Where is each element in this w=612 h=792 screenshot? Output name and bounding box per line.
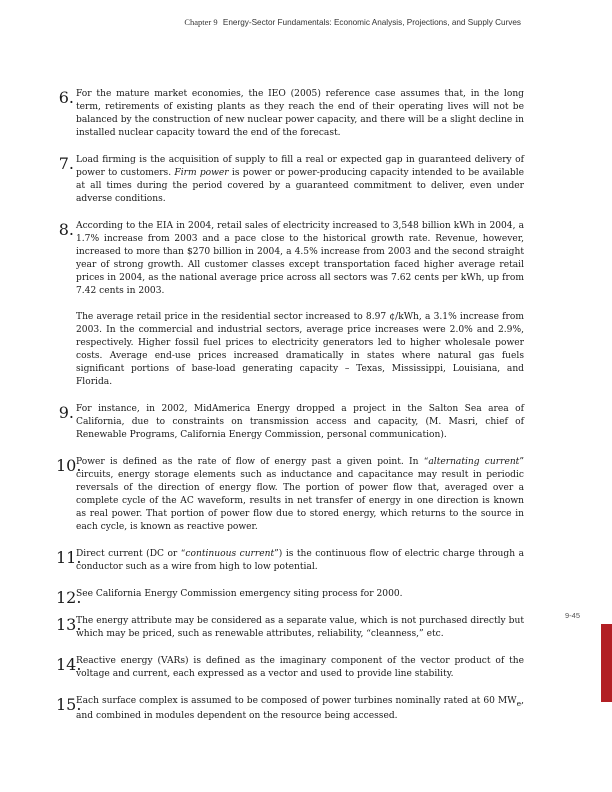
chapter-title: Energy-Sector Fundamentals: Economic Analysis, Projections, and Supply Curves bbox=[222, 18, 521, 27]
endnote-number: 10. bbox=[56, 456, 82, 475]
endnote-11 bbox=[52, 548, 524, 574]
chapter-label: Chapter 9 bbox=[184, 17, 218, 27]
endnote-number: 9. bbox=[58, 403, 74, 422]
endnote-text: The energy attribute may be considered as a separate value, which is not purchased directly but which may be priced, such as renewable attributes, reliability, “cleanness,” etc. bbox=[76, 616, 524, 639]
text-run: ” circuits, energy storage elements such as inductance and capacitance may result in periodic reversals of the direction of energy flow. The portion of power flow that, averaged over a complete cycle of the AC waveform, results in net transfer of energy in one direction is known as real power. That portion of power flow due to stored energy, which returns to the source in each cycle, is known as reactive power. bbox=[76, 457, 524, 532]
endnote-number: 12. bbox=[56, 588, 82, 607]
text-run: , and combined in modules dependent on the resource being accessed. bbox=[76, 696, 524, 721]
endnote-text: Reactive energy (VARs) is defined as the imaginary component of the vector product of the voltage and current, each expressed as a vector and used to provide line stability. bbox=[76, 656, 524, 679]
text-run: is power or power-producing capacity intended to be available at all times during the period covered by a guaranteed commitment to deliver, even under adverse conditions. bbox=[76, 168, 525, 204]
endnote-9 bbox=[52, 403, 524, 442]
endnote-6 bbox=[52, 88, 524, 140]
endnote-10 bbox=[52, 456, 524, 534]
endnote-text bbox=[76, 695, 524, 723]
endnote-text: For the mature market economies, the IEO (2005) reference case assumes that, in the long term, retirements of existing plants as they reach the end of their operating lives will not be balanced by the construction of new nuclear power capacity, and there will be a slight decline in installed nuclear capacity toward the end of the forecast. bbox=[76, 89, 524, 138]
endnote-number: 15. bbox=[56, 695, 82, 714]
endnote-number: 8. bbox=[58, 220, 74, 239]
text-run: Direct current (DC or “ bbox=[76, 549, 186, 559]
emphasis-term: Firm power bbox=[174, 168, 229, 178]
endnote-text: For instance, in 2002, MidAmerica Energy dropped a project in the Salton Sea area of California, due to constraints on transmission access and capacity, (M. Masri, chief of Renewable Programs, California Energy Commission, personal communication). bbox=[76, 404, 524, 440]
running-header bbox=[184, 17, 521, 27]
endnote-text: See California Energy Commission emergency siting process for 2000. bbox=[76, 589, 403, 599]
endnote-text bbox=[76, 154, 524, 206]
endnote-text: According to the EIA in 2004, retail sales of electricity increased to 3,548 billion kWh in 2004, a 1.7% increase from 2003 and a pace close to the historical growth rate. Revenue, however, increased to more than $270 billion in 2004, a 4.5% increase from 2003 and the second straight year of strong growth. All customer classes except transportation faced higher average retail prices in 2004, as the national average price across all sectors was 7.62 cents per kWh, up from 7.42 cents in 2003. bbox=[76, 221, 524, 296]
chapter-edge-tab bbox=[601, 624, 612, 702]
endnotes-list bbox=[52, 88, 524, 737]
endnote-number: 7. bbox=[58, 154, 74, 173]
emphasis-term: alternating current bbox=[428, 457, 520, 467]
endnote-14 bbox=[52, 655, 524, 681]
endnote-number: 6. bbox=[58, 88, 74, 107]
page-number: 9-45 bbox=[565, 611, 581, 620]
emphasis-term: continuous current bbox=[185, 549, 275, 559]
endnote-text-continued: The average retail price in the residential sector increased to 8.97 ¢/kWh, a 3.1% increase from 2003. In the commercial and industrial sectors, average price increases were 2.0% and 2.9%, respectively. Higher fossil fuel prices to electricity generators led to higher wholesale power costs. Average end-use prices increased dramatically in states where natural gas fuels significant portions of base-load generating capacity – Texas, Mississippi, Louisiana, and Florida. bbox=[76, 312, 524, 387]
endnote-number: 11. bbox=[56, 548, 82, 567]
text-run: Each surface complex is assumed to be composed of power turbines nominally rated at 60 MW bbox=[76, 696, 517, 706]
endnote-15 bbox=[52, 695, 524, 723]
text-run: ”) is the continuous flow of electric charge through a conductor such as a wire from high to low potential. bbox=[76, 549, 524, 572]
endnote-number: 14. bbox=[56, 655, 82, 674]
endnote-13 bbox=[52, 615, 524, 641]
endnote-7 bbox=[52, 154, 524, 206]
endnote-text bbox=[76, 456, 524, 534]
endnote-number: 13. bbox=[56, 615, 82, 634]
subscript: e bbox=[516, 698, 522, 708]
endnote-8 bbox=[52, 220, 524, 389]
text-run: Power is defined as the rate of flow of energy past a given point. In “ bbox=[76, 457, 429, 467]
endnote-12 bbox=[52, 588, 524, 607]
text-run: Load firming is the acquisition of supply to fill a real or expected gap in guaranteed delivery of power to customers. bbox=[76, 155, 524, 178]
endnote-text bbox=[76, 548, 524, 574]
